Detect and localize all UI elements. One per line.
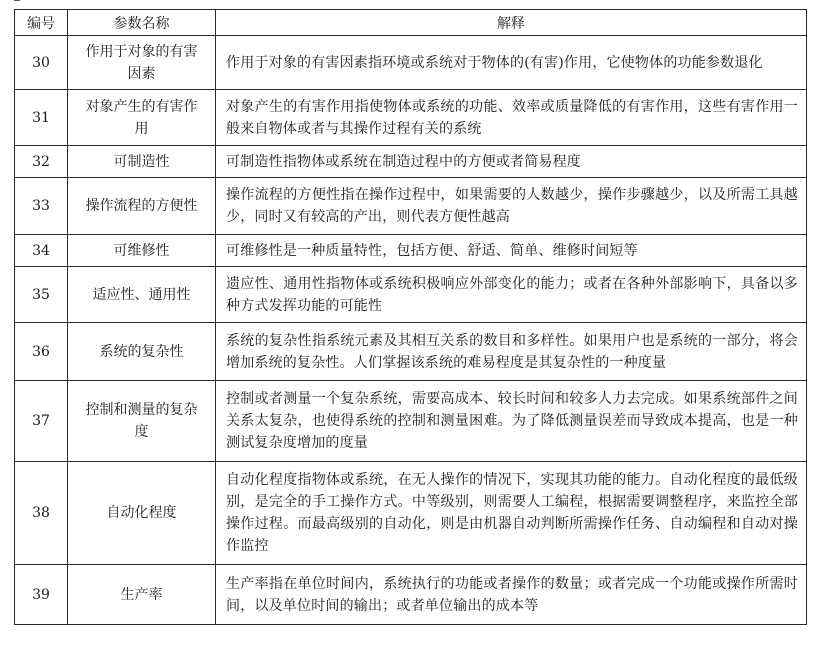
row-description: 操作流程的方便性指在操作过程中，如果需要的人数越少，操作步骤越少，以及所需工具越少，同时又有较高的产出，则代表方便性越高	[216, 178, 807, 235]
table-row	[15, 90, 807, 146]
row-description: 生产率指在单位时间内，系统执行的功能或者操作的数量；或者完成一个功能或操作所需时间，以及单位时间的输出；或者单位输出的成本等	[216, 565, 807, 625]
row-number: 32	[15, 146, 68, 178]
row-description: 自动化程度指物体或系统，在无人操作的情况下，实现其功能的能力。自动化程度的最低级别，是完全的手工操作方式。中等级别，则需要人工编程，根据需要调整程序，来监控全部操作过程。而最高级别的自动化，则是由机器自动判断所需操作任务、自动编程和自动对操作监控	[216, 462, 807, 565]
row-description: 可维修性是一种质量特性，包括方便、舒适、简单、维修时间短等	[216, 235, 807, 267]
row-description: 对象产生的有害作用指使物体或系统的功能、效率或质量降低的有害作用，这些有害作用一般来自物体或者与其操作过程有关的系统	[216, 90, 807, 146]
row-name: 系统的复杂性	[99, 343, 184, 360]
row-name: 自动化程度	[106, 505, 177, 521]
row-name: 适应性、通用性	[92, 286, 191, 303]
row-name: 可制造性	[113, 153, 170, 170]
table-row	[15, 235, 807, 267]
table-row	[15, 323, 807, 381]
row-name: 控制和测量的复杂度	[85, 402, 198, 440]
table-row	[15, 178, 807, 235]
top-rule	[14, 0, 20, 1]
row-description: 作用于对象的有害因素指环境或系统对于物体的(有害)作用，它使物体的功能参数退化	[216, 36, 807, 90]
row-number: 33	[15, 178, 68, 235]
table-row	[15, 36, 807, 90]
row-description: 系统的复杂性指系统元素及其相互关系的数目和多样性。如果用户也是系统的一部分，将会增加系统的复杂性。人们掌握该系统的难易程度是其复杂性的一种度量	[216, 323, 807, 381]
header-description: 解释	[216, 10, 807, 36]
row-name: 生产率	[120, 586, 163, 603]
parameter-table	[14, 9, 807, 625]
table-row	[15, 462, 807, 565]
table-row	[15, 381, 807, 462]
table-row	[15, 267, 807, 323]
row-description: 遗应性、通用性指物体或系统积极响应外部变化的能力；或者在各种外部影响下，具备以多种方式发挥功能的可能性	[216, 267, 807, 323]
table-row	[15, 146, 807, 178]
row-number: 37	[15, 381, 68, 462]
row-number: 34	[15, 235, 68, 267]
row-description: 控制或者测量一个复杂系统，需要高成本、较长时间和较多人力去完成。如果系统部件之间关系太复杂，也使得系统的控制和测量困难。为了降低测量误差而导致成本提高，也是一种测试复杂度增加的度量	[216, 381, 807, 462]
row-number: 35	[15, 267, 68, 323]
row-number: 36	[15, 323, 68, 381]
header-number: 编号	[15, 10, 68, 36]
row-number: 30	[15, 36, 68, 90]
row-description: 可制造性指物体或系统在制造过程中的方便或者简易程度	[216, 146, 807, 178]
row-number: 39	[15, 565, 68, 625]
row-name: 作用于对象的有害因素	[85, 43, 198, 82]
row-name: 对象产生的有害作用	[85, 98, 198, 137]
row-name: 操作流程的方便性	[85, 198, 198, 214]
row-number: 31	[15, 90, 68, 146]
header-name: 参数名称	[68, 10, 216, 36]
table-row	[15, 565, 807, 625]
row-name: 可维修性	[113, 242, 170, 259]
row-number: 38	[15, 462, 68, 565]
header-row	[15, 10, 807, 36]
